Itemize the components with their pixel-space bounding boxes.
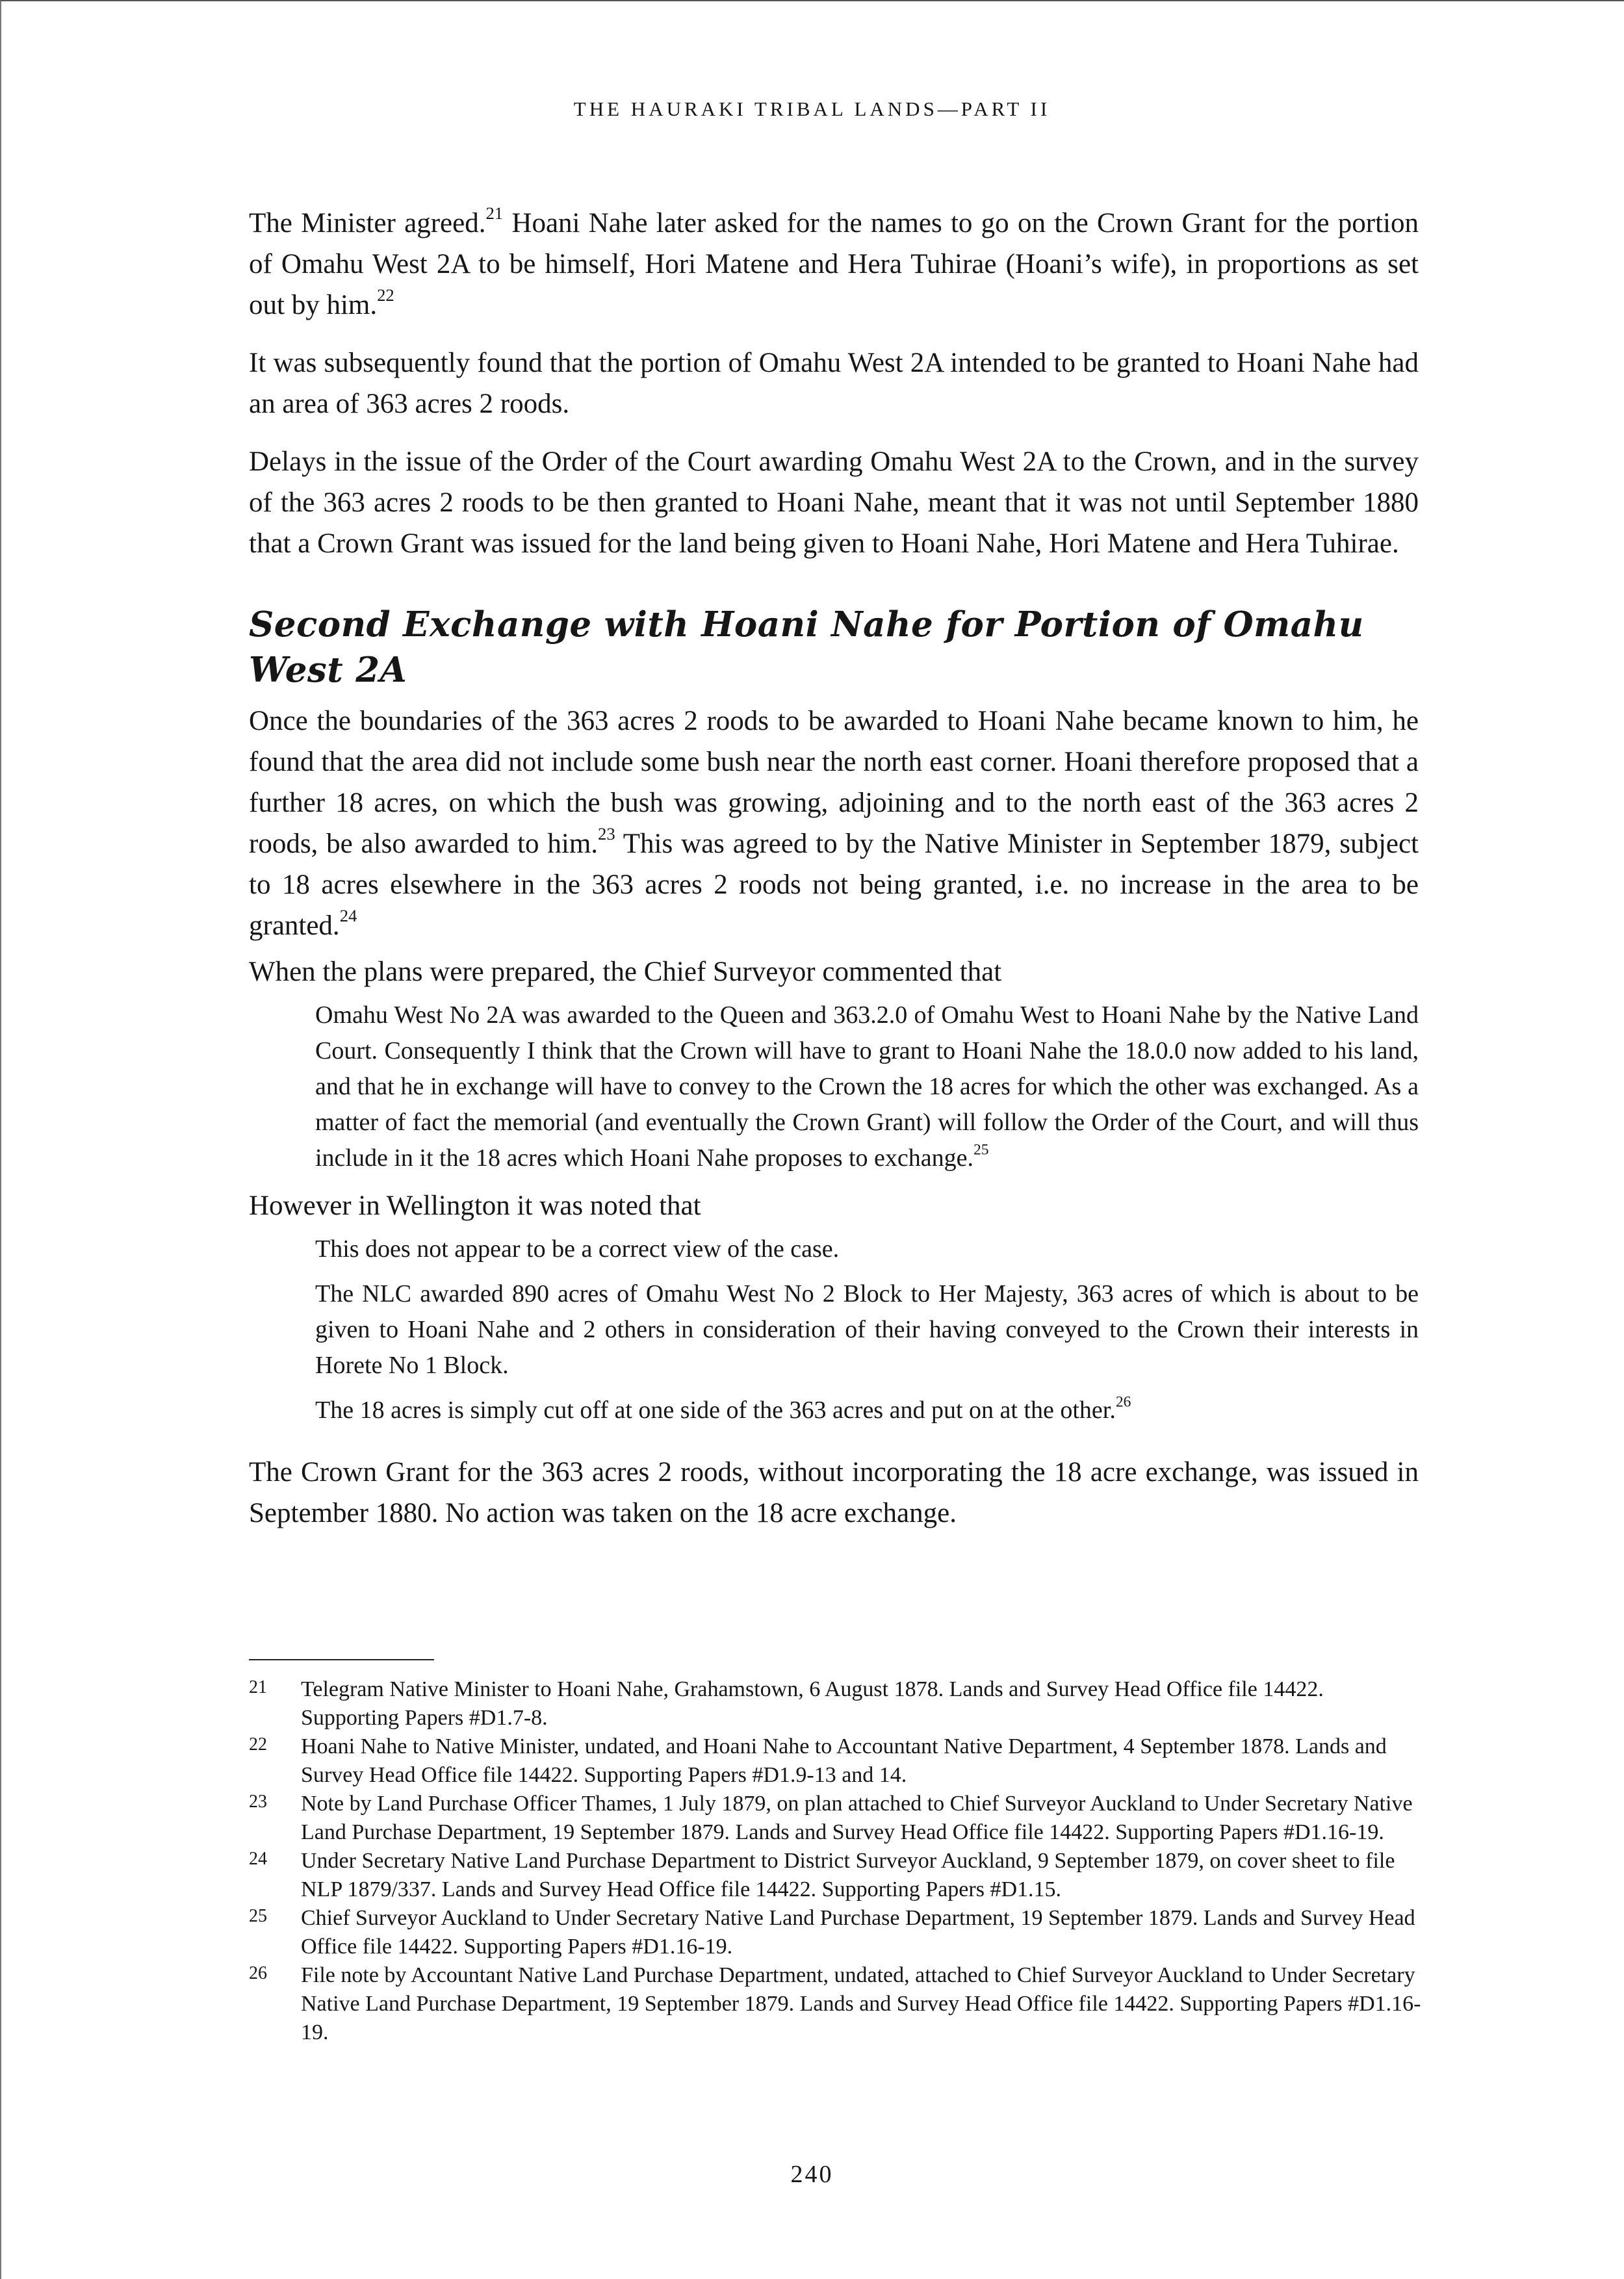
paragraph-1 [249,203,1419,326]
paragraph-4-text-b: This was agreed to by the Native Minister in September 1879, subject to 18 acres elsewhere in the 363 acres 2 roods not being granted, i.e. no increase in the area to be granted. [249,829,1419,941]
footnote-divider [249,1659,434,1660]
paragraph-4-text-a: Once the boundaries of the 363 acres 2 roods to be awarded to Hoani Nahe became known to him, he found that the area did not include some bush near the north east corner. Hoani therefore proposed that a further 18 acres, on which the bush was growing, adjoining and to the north east of the 363 acres 2 roods, be also awarded to him. [249,706,1419,859]
paragraph-6: However in Wellington it was noted that [249,1191,701,1221]
footnote-number: 22 [249,1734,267,1755]
paragraph-4 [249,701,1419,946]
paragraph-1-text-a: The Minister agreed. [249,208,486,238]
footnote-text: Note by Land Purchase Officer Thames, 1 July 1879, on plan attached to Chief Surveyor Auckland to Under Secretary Native Land Purchase Department, 19 September 1879. Lands and Survey Head Office file 14422. Supporting Papers #D1.16-19. [301,1792,1413,1844]
paragraph-3: Delays in the issue of the Order of the Court awarding Omahu West 2A to the Crown, and in the survey of the 363 acres 2 roods to be then granted to Hoani Nahe, meant that it was not until September 1880 that a Crown Grant was issued for the land being given to Hoani Nahe, Hori Matene and Hera Tuhirae. [249,446,1419,559]
footnote-text: Under Secretary Native Land Purchase Department to District Surveyor Auckland, 9 September 1879, on cover sheet to file NLP 1879/337. Lands and Survey Head Office file 14422. Supporting Papers #D1.15. [301,1849,1395,1901]
footnote-number: 23 [249,1792,267,1812]
footnote [249,1790,1424,1847]
block-quote-1-body: Omahu West No 2A was awarded to the Queen and 363.2.0 of Omahu West to Hoani Nahe by the Native Land Court. Consequently I think that the Crown will have to grant to Hoani Nahe the 18.0.0 now added to his land, and that he in exchange will have to convey to the Crown the 18 acres for which the other was exchanged. As a matter of fact the memorial (and eventually the Crown Grant) will follow the Order of the Court, and will thus include in it the 18 acres which Hoani Nahe proposes to exchange. [315,1001,1419,1172]
body-text [249,203,1419,1551]
block-quote-2-para-1: This does not appear to be a correct view of the case. [315,1235,840,1263]
block-quote-2-para-2: The NLC awarded 890 acres of Omahu West No 2 Block to Her Majesty, 363 acres of which is about to be given to Hoani Nahe and 2 others in consideration of their having conveyed to the Crown their interests in Horete No 1 Block. [315,1280,1419,1379]
paragraph-7: The Crown Grant for the 363 acres 2 roods, without incorporating the 18 acre exchange, was issued in September 1880. No action was taken on the 18 acre exchange. [249,1457,1419,1528]
footnote-text: Hoani Nahe to Native Minister, undated, and Hoani Nahe to Accountant Native Department, 4 September 1878. Lands and Survey Head Office file 14422. Supporting Papers #D1.9-13 and 14. [301,1734,1387,1787]
running-head: THE HAURAKI TRIBAL LANDS—PART II [573,97,1051,120]
footnote-ref-22[interactable]: 22 [377,285,394,305]
block-quote-2-para-3 [315,1393,1419,1428]
footnote-number: 25 [249,1906,267,1926]
footnote-number: 21 [249,1677,267,1697]
page-number: 240 [790,2161,834,2188]
footnote-ref-25[interactable]: 25 [973,1141,989,1159]
footnote-ref-23[interactable]: 23 [598,824,615,844]
paragraph-1-text-b: Hoani Nahe later asked for the names to go on the Crown Grant for the portion of Omahu West 2A to be himself, Hori Matene and Hera Tuhirae (Hoani’s wife), in proportions as set out by him. [249,208,1419,320]
block-quote-2-para-3-text: The 18 acres is simply cut off at one side of the 363 acres and put on at the other. [315,1397,1116,1424]
footnote-text: Chief Surveyor Auckland to Under Secretary Native Land Purchase Department, 19 September 1879. Lands and Survey Head Office file 14422. Supporting Papers #D1.16-19. [301,1906,1415,1959]
block-quote-1 [315,998,1419,1176]
block-quote-2 [315,1231,1419,1428]
footnotes [249,1675,1424,2047]
footnote-ref-24[interactable]: 24 [339,906,357,926]
footnote [249,1961,1424,2047]
paragraph-2: It was subsequently found that the portion of Omahu West 2A intended to be granted to Hoani Nahe had an area of 363 acres 2 roods. [249,348,1419,419]
footnote-ref-21[interactable]: 21 [485,203,504,224]
footnote [249,1675,1424,1732]
footnote-text: Telegram Native Minister to Hoani Nahe, Grahamstown, 6 August 1878. Lands and Survey Head Office file 14422. Supporting Papers #D1.7-8. [301,1677,1324,1730]
footnote [249,1732,1424,1790]
footnote-number: 24 [249,1849,267,1869]
section-heading: Second Exchange with Hoani Nahe for Portion of Omahu West 2A [249,604,1364,690]
footnote [249,1904,1424,1961]
paragraph-5: When the plans were prepared, the Chief Surveyor commented that [249,957,1002,987]
block-quote-1-text [315,998,1419,1176]
footnote [249,1847,1424,1904]
footnote-text: File note by Accountant Native Land Purchase Department, undated, attached to Chief Surveyor Auckland to Under Secretary Native Land Purchase Department, 19 September 1879. Lands and Survey Head Office file 14422. Supporting Papers #D1.16-19. [301,1963,1421,2044]
footnote-number: 26 [249,1963,267,1983]
footnote-ref-26[interactable]: 26 [1115,1393,1131,1411]
